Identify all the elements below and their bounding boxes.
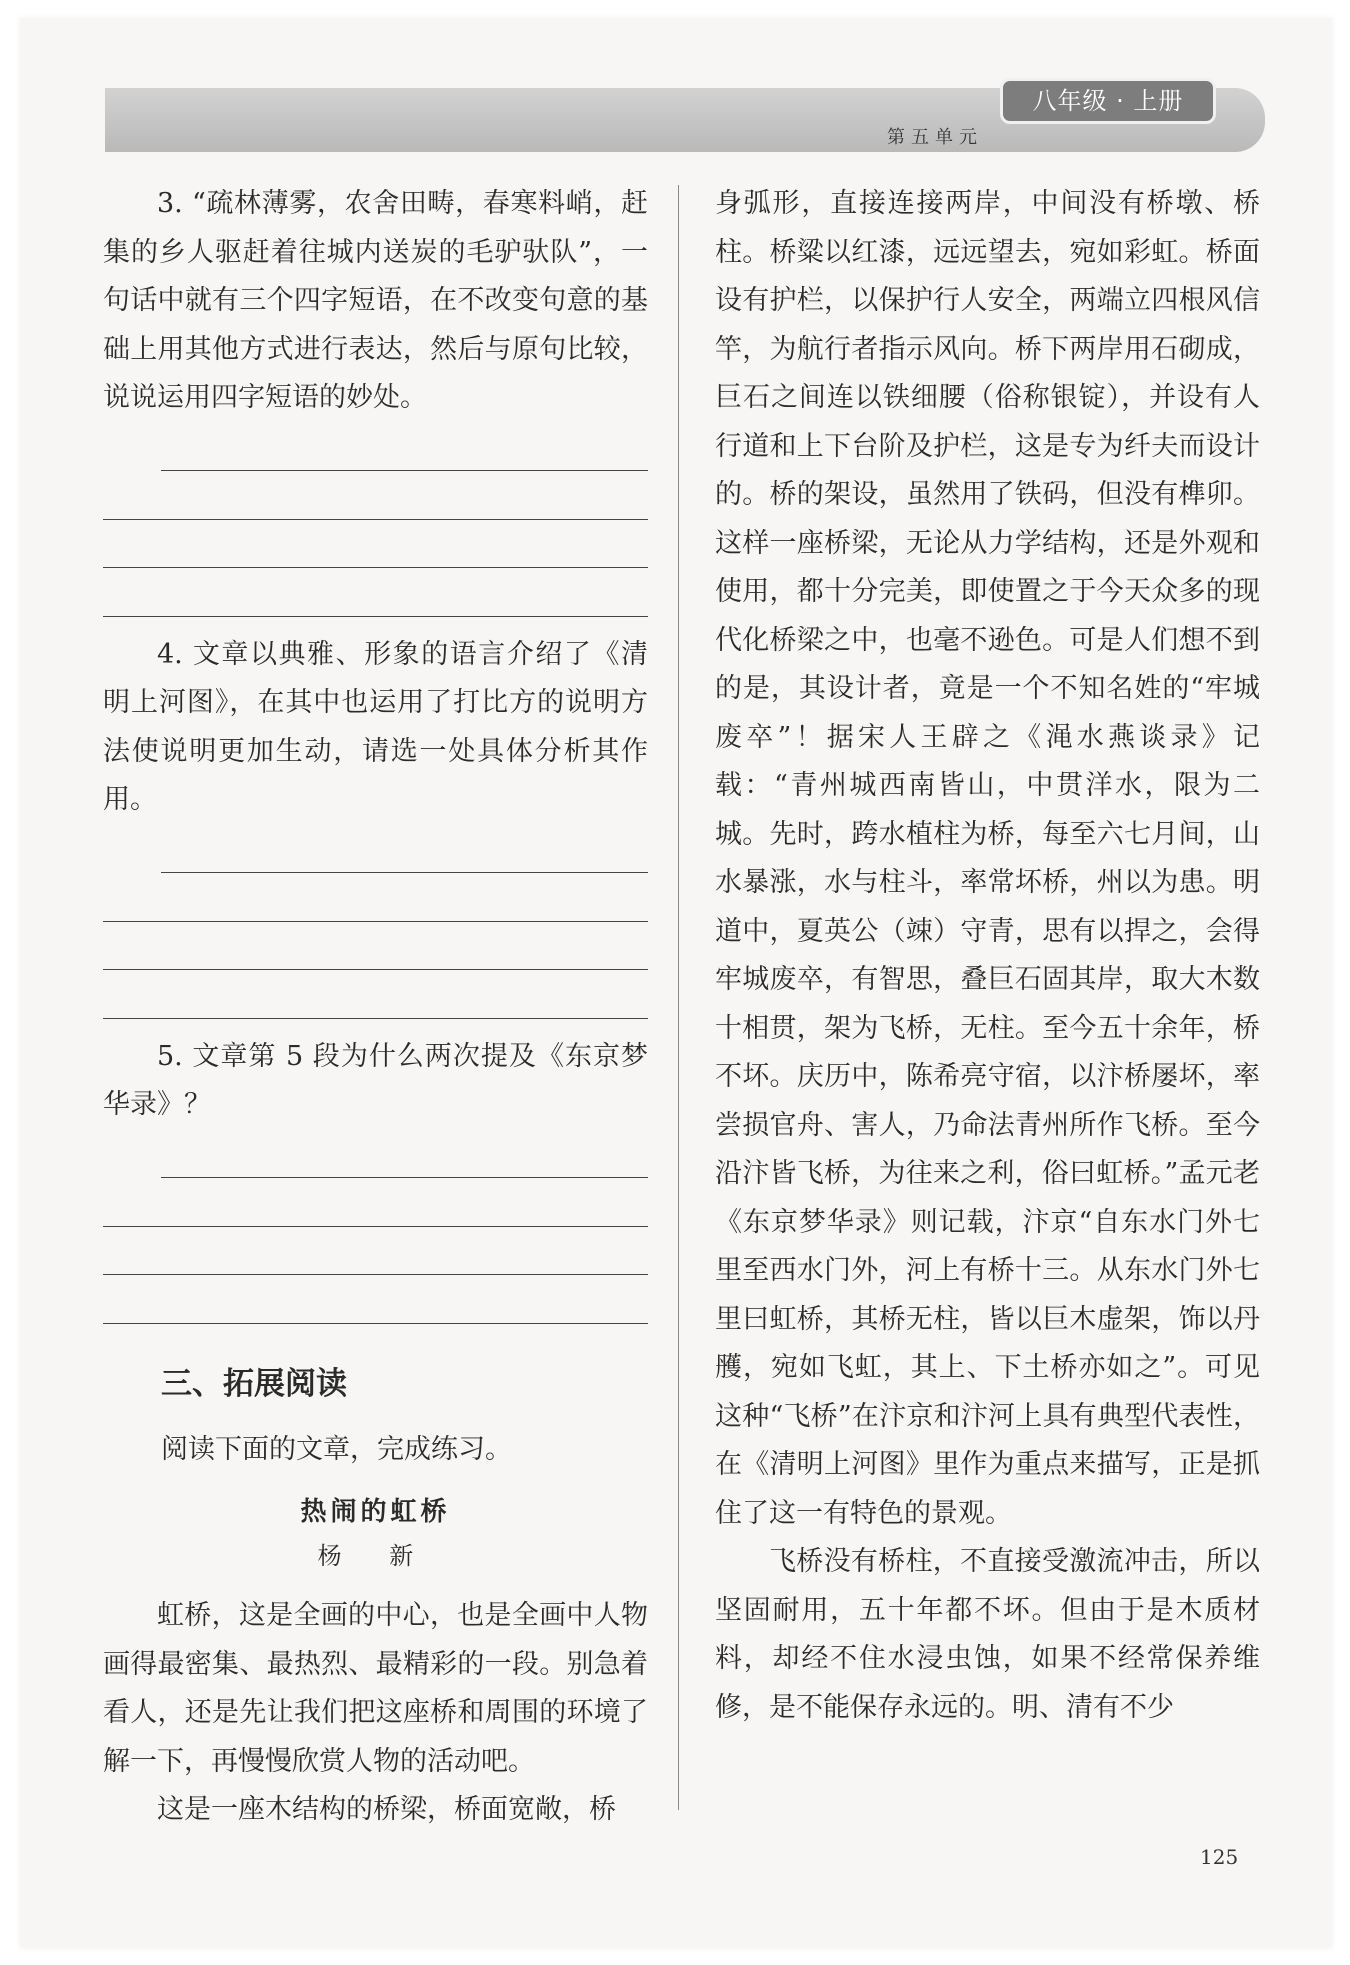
answer-lines-q4 bbox=[103, 831, 648, 1025]
article-paragraph-2-start: 这是一座木结构的桥梁，桥面宽敞，桥 bbox=[157, 1794, 616, 1825]
article-author: 杨 新 bbox=[317, 1542, 434, 1570]
question-4: 4. 文章以典雅、形象的语言介绍了《清明上河图》，在其中也运用了打比方的说明方法使说明更加生动，请选一处具体分析其作用。 bbox=[103, 638, 648, 815]
column-divider bbox=[678, 185, 679, 1810]
answer-lines-q5 bbox=[103, 1136, 648, 1330]
answer-line[interactable] bbox=[103, 1184, 648, 1233]
answer-line[interactable] bbox=[103, 879, 648, 928]
left-column bbox=[103, 180, 648, 1835]
article-paragraph-1: 虹桥，这是全画的中心，也是全画中人物画得最密集、最热烈、最精彩的一段。别急着看人，还是先让我们把这座桥和周围的环境了解一下，再慢慢欣赏人物的活动吧。 bbox=[103, 1600, 648, 1777]
answer-line[interactable] bbox=[103, 976, 648, 1025]
answer-line[interactable] bbox=[103, 1233, 648, 1282]
answer-line[interactable] bbox=[103, 1136, 648, 1185]
unit-title: 第五单元 bbox=[887, 127, 983, 148]
article-paragraph-3: 飞桥没有桥柱，不直接受激流冲击，所以坚固耐用，五十年都不坏。但由于是木质材料，却经不住水浸虫蚀，如果不经常保养维修，是不能保存永远的。明、清有不少 bbox=[715, 1546, 1260, 1723]
article-title: 热闹的虹桥 bbox=[300, 1497, 451, 1527]
answer-line[interactable] bbox=[103, 1281, 648, 1330]
answer-lines-q3 bbox=[103, 429, 648, 623]
right-column bbox=[715, 180, 1260, 1732]
answer-line[interactable] bbox=[103, 477, 648, 526]
question-5: 5. 文章第 5 段为什么两次提及《东京梦华录》？ bbox=[103, 1040, 648, 1120]
page-number: 125 bbox=[1200, 1845, 1239, 1869]
answer-line[interactable] bbox=[103, 928, 648, 977]
article-paragraph-2-cont: 身弧形，直接连接两岸，中间没有桥墩、桥柱。桥粱以红漆，远远望去，宛如彩虹。桥面设有护栏，以保护行人安全，两端立四根风信竿，为航行者指示风向。桥下两岸用石砌成，巨石之间连以铁细腰（俗称银锭），并设有人行道和上下台阶及护栏，这是专为纤夫而设计的。桥的架设，虽然用了铁码，但没有榫卯。这样一座桥梁，无论从力学结构，还是外观和使用，都十分完美，即使置之于今天众多的现代化桥梁之中，也毫不逊色。可是人们想不到的是，其设计者，竟是一个不知名姓的“牢城废卒”！据宋人王辟之《渑水燕谈录》记载：“青州城西南皆山，中贯洋水，限为二城。先时，跨水植柱为桥，每至六七月间，山水暴涨，水与柱斗，率常坏桥，州以为患。明道中，夏英公（竦）守青，思有以捍之，会得牢城废卒，有智思，叠巨石固其岸，取大木数十相贯，架为飞桥，无柱。至今五十余年，桥不坏。庆历中，陈希亮守宿，以汴桥屡坏，率尝损官舟、害人，乃命法青州所作飞桥。至今沿汴皆飞桥，为往来之利，俗曰虹桥。”孟元老《东京梦华录》则记载，汴京“自东水门外七里至西水门外，河上有桥十三。从东水门外七里曰虹桥，其桥无柱，皆以巨木虚架，饰以丹雘，宛如飞虹，其上、下土桥亦如之”。可见这种“飞桥”在汴京和汴河上具有典型代表性，在《清明上河图》里作为重点来描写，正是抓住了这一有特色的景观。 bbox=[715, 188, 1260, 1529]
answer-line[interactable] bbox=[103, 831, 648, 880]
grade-badge: 八年级 · 上册 bbox=[1000, 78, 1216, 124]
answer-line[interactable] bbox=[103, 574, 648, 623]
section-title: 三、拓展阅读 bbox=[161, 1365, 347, 1402]
instruction: 阅读下面的文章，完成练习。 bbox=[161, 1433, 512, 1465]
answer-line[interactable] bbox=[103, 526, 648, 575]
answer-line[interactable] bbox=[103, 429, 648, 478]
question-3: 3. “疏林薄雾，农舍田畴，春寒料峭，赶集的乡人驱赶着往城内送炭的毛驴驮队”，一句话中就有三个四字短语，在不改变句意的基础上用其他方式进行表达，然后与原句比较，说说运用四字短语的妙处。 bbox=[103, 188, 648, 413]
